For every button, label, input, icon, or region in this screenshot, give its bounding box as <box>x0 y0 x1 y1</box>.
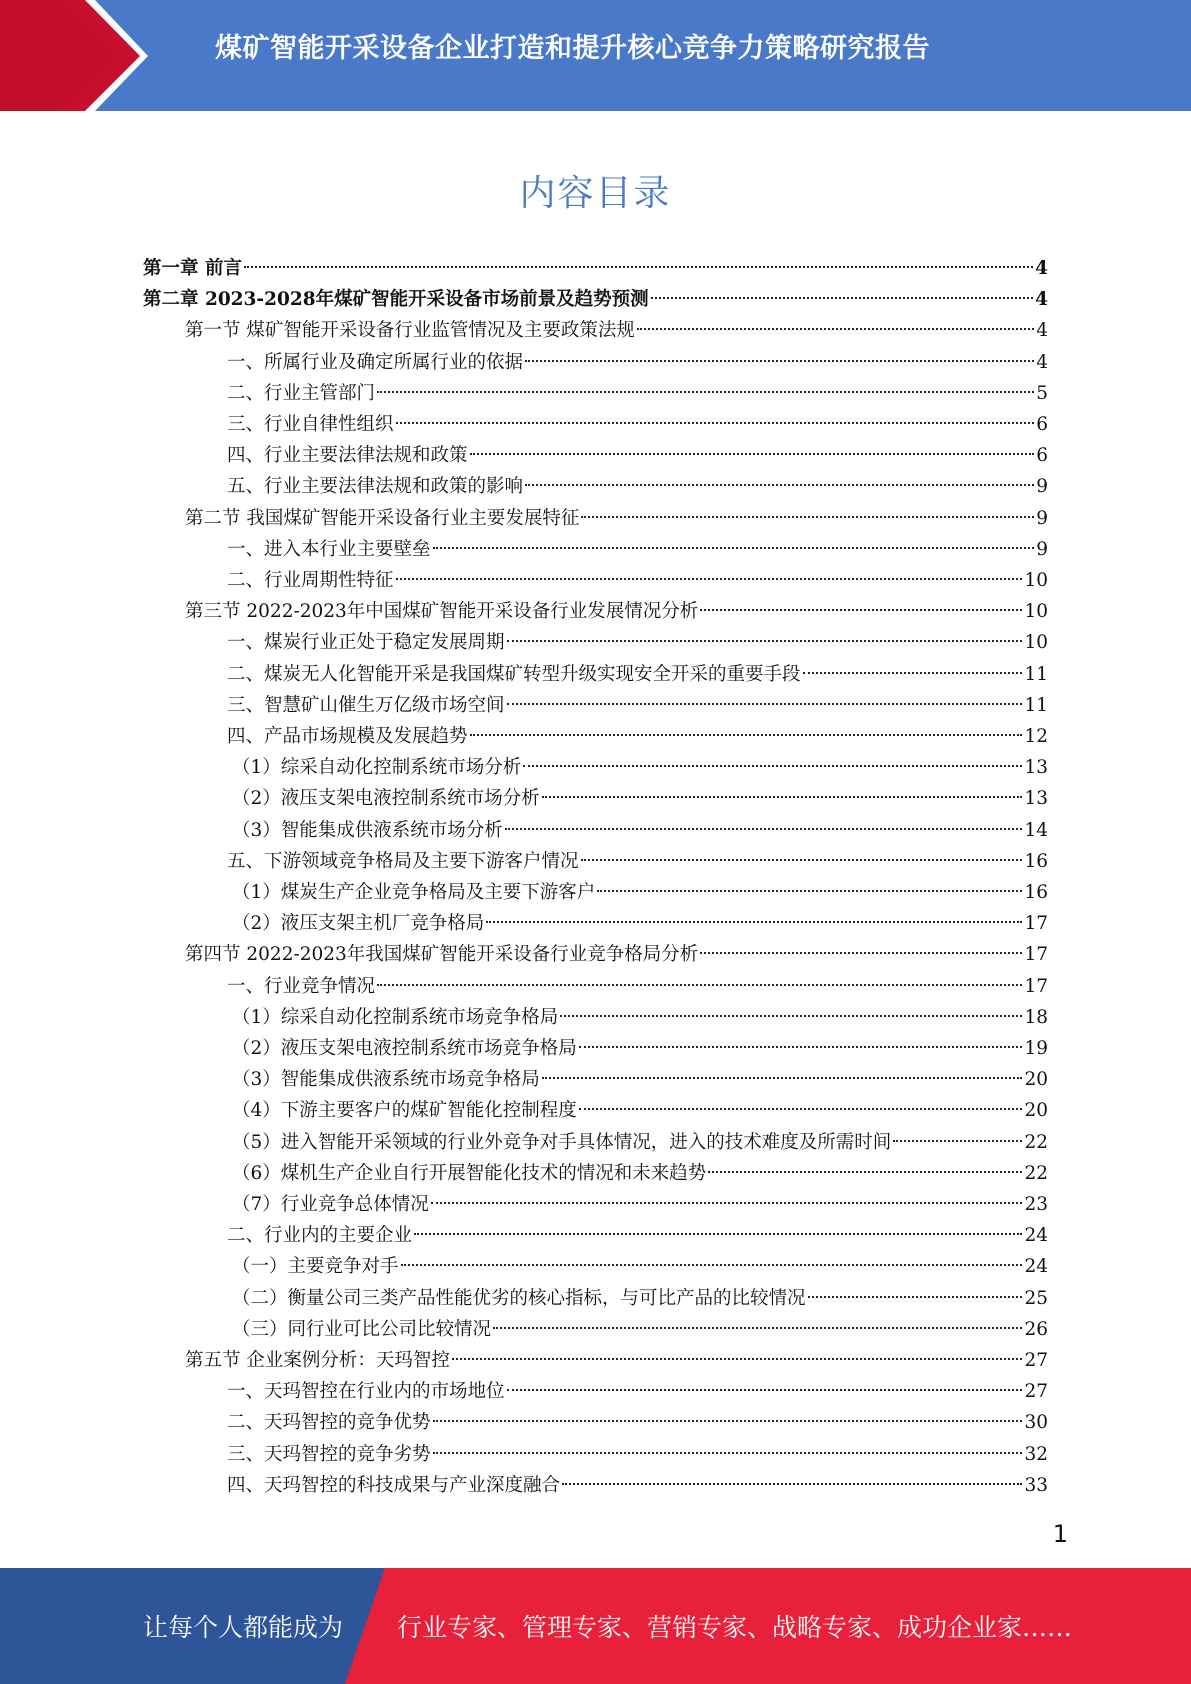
toc-entry[interactable] <box>227 659 1048 690</box>
toc-entry[interactable] <box>185 315 1048 346</box>
toc-entry-title: 二、行业周期性特征 <box>227 570 394 591</box>
toc-leader-dots <box>597 890 1022 892</box>
toc-entry[interactable] <box>185 503 1048 534</box>
toc-entry-page: 9 <box>1036 507 1048 529</box>
toc-leader-dots <box>507 703 1023 705</box>
toc-entry[interactable] <box>232 815 1048 846</box>
toc-entry-page: 25 <box>1024 1287 1048 1309</box>
toc-entry-page: 24 <box>1024 1225 1048 1247</box>
toc-entry-title: （5）进入智能开采领域的行业外竞争对手具体情况，进入的技术难度及所需时间 <box>232 1131 892 1153</box>
toc-entry[interactable] <box>232 1314 1048 1345</box>
toc-entry-title: （1）综采自动化控制系统市场竞争格局 <box>232 1006 559 1028</box>
toc-entry-page: 6 <box>1036 445 1048 467</box>
toc-entry-title: （2）液压支架电液控制系统市场竞争格局 <box>232 1038 577 1059</box>
toc-entry-title: （三）同行业可比公司比较情况 <box>232 1318 492 1340</box>
toc-entry[interactable] <box>232 1095 1048 1126</box>
toc-entry[interactable] <box>232 877 1048 908</box>
toc-leader-dots <box>505 828 1023 830</box>
toc-entry[interactable] <box>232 1127 1048 1158</box>
toc-entry-page: 20 <box>1024 1100 1048 1122</box>
toc-entry-title: 第一节 煤矿智能开采设备行业监管情况及主要政策法规 <box>185 320 635 342</box>
toc-leader-dots <box>579 1046 1023 1048</box>
toc-entry[interactable] <box>227 378 1048 409</box>
toc-entry[interactable] <box>232 1064 1048 1095</box>
toc-entry-title: （6）煤机生产企业自行开展智能化技术的情况和未来趋势 <box>232 1162 707 1184</box>
toc-entry-title: 一、进入本行业主要壁垒 <box>227 538 431 560</box>
toc-leader-dots <box>486 921 1022 923</box>
toc-leader-dots <box>377 391 1034 393</box>
toc-entry[interactable] <box>227 565 1048 596</box>
toc-leader-dots <box>377 984 1022 986</box>
toc-leader-dots <box>507 1389 1023 1391</box>
toc-leader-dots <box>803 672 1023 674</box>
toc-leader-dots <box>433 547 1035 549</box>
toc-entry-title: 一、所属行业及确定所属行业的依据 <box>227 351 524 373</box>
toc-entry[interactable] <box>227 471 1048 502</box>
toc-entry-page: 24 <box>1024 1256 1048 1278</box>
toc-entry-title: 第二节 我国煤矿智能开采设备行业主要发展特征 <box>185 507 580 529</box>
toc-entry-title: 二、煤炭无人化智能开采是我国煤矿转型升级实现安全开采的重要手段 <box>227 663 801 685</box>
toc-entry-page: 4 <box>1035 258 1048 279</box>
toc-entry[interactable] <box>185 596 1048 627</box>
toc-entry-title: 一、天玛智控在行业内的市场地位 <box>227 1381 505 1403</box>
toc-entry-page: 33 <box>1024 1474 1048 1496</box>
toc-leader-dots <box>581 859 1023 861</box>
toc-entry[interactable] <box>143 253 1048 284</box>
toc-entry[interactable] <box>227 846 1048 877</box>
toc-entry[interactable] <box>232 1283 1048 1314</box>
report-title: 煤矿智能开采设备企业打造和提升核心竞争力策略研究报告 <box>215 33 930 64</box>
toc-entry-page: 10 <box>1024 601 1048 623</box>
toc-entry-page: 27 <box>1024 1350 1048 1371</box>
toc-entry[interactable] <box>227 440 1048 471</box>
toc-leader-dots <box>414 1233 1022 1235</box>
toc-leader-dots <box>525 484 1034 486</box>
toc-entry-title: 三、天玛智控的竞争劣势 <box>227 1443 431 1465</box>
toc-entry-page: 19 <box>1024 1038 1048 1059</box>
footer-slogan-right: 行业专家、管理专家、营销专家、战略专家、成功企业家…… <box>397 1613 1073 1642</box>
toc-entry-page: 13 <box>1024 757 1048 779</box>
toc-entry-page: 30 <box>1024 1412 1048 1434</box>
toc-leader-dots <box>452 1358 1023 1360</box>
toc-entry-title: 一、煤炭行业正处于稳定发展周期 <box>227 632 505 654</box>
toc-leader-dots <box>433 1452 1023 1454</box>
toc-entry-title: 二、行业内的主要企业 <box>227 1225 413 1247</box>
toc-entry-page: 22 <box>1024 1131 1048 1153</box>
toc-entry[interactable] <box>227 1470 1048 1501</box>
page-number: 1 <box>1052 1520 1068 1548</box>
toc-entry-page: 12 <box>1024 726 1048 747</box>
toc-entry-page: 16 <box>1024 850 1048 872</box>
toc-leader-dots <box>560 1015 1022 1017</box>
toc-leader-dots <box>637 328 1034 330</box>
toc-entry-title: 五、下游领域竞争格局及主要下游客户情况 <box>227 850 579 872</box>
toc-entry[interactable] <box>227 1439 1048 1470</box>
toc-entry[interactable] <box>232 908 1048 939</box>
toc-entry-title: 二、行业主管部门 <box>227 382 376 404</box>
toc-entry-title: 四、天玛智控的科技成果与产业深度融合 <box>227 1474 561 1496</box>
toc-entry[interactable] <box>227 1376 1048 1407</box>
footer-slogan-left: 让每个人都能成为 <box>143 1613 344 1642</box>
toc-leader-dots <box>808 1296 1023 1298</box>
toc-entry[interactable] <box>232 1002 1048 1033</box>
toc-leader-dots <box>893 1140 1022 1142</box>
toc-entry-title: （二）衡量公司三类产品性能优劣的核心指标，与可比产品的比较情况 <box>232 1287 806 1309</box>
toc-entry-page: 23 <box>1024 1194 1048 1215</box>
toc-entry[interactable] <box>227 409 1048 440</box>
toc-entry-page: 9 <box>1036 538 1048 560</box>
toc-entry-page: 22 <box>1024 1162 1048 1184</box>
toc-entry-page: 14 <box>1024 819 1048 841</box>
toc-entry-title: 第四节 2022-2023年我国煤矿智能开采设备行业竞争格局分析 <box>185 944 699 966</box>
toc-entry[interactable] <box>232 1189 1048 1220</box>
toc-leader-dots <box>562 1483 1022 1485</box>
toc-entry-title: （4）下游主要客户的煤矿智能化控制程度 <box>232 1100 577 1122</box>
toc-entry[interactable] <box>232 1033 1048 1064</box>
toc-leader-dots <box>244 266 1033 268</box>
toc-entry-page: 16 <box>1024 882 1048 903</box>
toc-entry-page: 20 <box>1024 1069 1048 1091</box>
toc-entry-title: 三、行业自律性组织 <box>227 414 394 435</box>
report-header-banner <box>0 0 1191 111</box>
toc-leader-dots <box>431 1202 1023 1204</box>
toc-entry-title: （2）液压支架电液控制系统市场分析 <box>232 788 540 810</box>
toc-entry-title: 第二章 2023-2028年煤矿智能开采设备市场前景及趋势预测 <box>143 289 649 311</box>
toc-entry-title: 三、智慧矿山催生万亿级市场空间 <box>227 694 505 716</box>
toc-entry[interactable] <box>227 971 1048 1002</box>
toc-entry-title: （3）智能集成供液系统市场竞争格局 <box>232 1069 540 1091</box>
toc-entry-page: 10 <box>1024 570 1048 591</box>
toc-entry-page: 6 <box>1036 414 1048 435</box>
toc-entry[interactable] <box>185 1345 1048 1376</box>
toc-entry[interactable] <box>227 627 1048 658</box>
toc-entry-page: 13 <box>1024 788 1048 810</box>
toc-entry-page: 10 <box>1024 632 1048 654</box>
toc-entry-title: （1）综采自动化控制系统市场分析 <box>232 757 522 779</box>
toc-leader-dots <box>523 765 1022 767</box>
toc-entry-page: 26 <box>1024 1318 1048 1340</box>
toc-entry-title: （一）主要竞争对手 <box>232 1256 399 1278</box>
toc-entry-title: （1）煤炭生产企业竞争格局及主要下游客户 <box>232 882 596 903</box>
toc-leader-dots <box>433 1420 1023 1422</box>
toc-entry[interactable] <box>232 783 1048 814</box>
toc-entry[interactable] <box>185 939 1048 970</box>
toc-entry-page: 4 <box>1035 289 1048 311</box>
toc-entry[interactable] <box>232 1251 1048 1282</box>
toc-leader-dots <box>581 516 1034 518</box>
toc-leader-dots <box>579 1108 1023 1110</box>
toc-leader-dots <box>507 640 1023 642</box>
toc-leader-dots <box>470 734 1023 736</box>
toc-leader-dots <box>493 1327 1022 1329</box>
toc-leader-dots <box>396 422 1035 424</box>
toc-entry[interactable] <box>232 752 1048 783</box>
toc-entry[interactable] <box>227 690 1048 721</box>
toc-entry-page: 17 <box>1024 944 1048 966</box>
toc-entry[interactable] <box>227 1220 1048 1251</box>
toc-entry-title: 一、行业竞争情况 <box>227 975 376 997</box>
toc-entry-page: 27 <box>1024 1381 1048 1403</box>
toc-leader-dots <box>708 1171 1022 1173</box>
toc-entry-page: 4 <box>1036 320 1048 342</box>
toc-entry-page: 32 <box>1024 1443 1048 1465</box>
toc-leader-dots <box>651 297 1034 299</box>
toc-leader-dots <box>700 952 1022 954</box>
toc-entry-title: （3）智能集成供液系统市场分析 <box>232 819 503 841</box>
toc-entry-page: 11 <box>1024 663 1048 685</box>
toc-entry[interactable] <box>143 284 1048 315</box>
toc-entry[interactable] <box>227 347 1048 378</box>
toc-entry-page: 4 <box>1036 351 1048 373</box>
toc-leader-dots <box>542 796 1023 798</box>
toc-entry-page: 9 <box>1036 476 1048 498</box>
toc-leader-dots <box>401 1264 1023 1266</box>
toc-leader-dots <box>700 609 1022 611</box>
toc-entry-title: （7）行业竞争总体情况 <box>232 1194 429 1215</box>
toc-leader-dots <box>525 360 1034 362</box>
toc-entry-title: 四、行业主要法律法规和政策 <box>227 445 468 467</box>
toc-entry-page: 18 <box>1024 1006 1048 1028</box>
toc-entry-page: 17 <box>1024 913 1048 935</box>
toc-entry-title: （2）液压支架主机厂竞争格局 <box>232 913 485 935</box>
toc-entry-page: 17 <box>1024 975 1048 997</box>
toc-entry[interactable] <box>232 1158 1048 1189</box>
toc-entry-page: 5 <box>1036 382 1048 404</box>
toc-leader-dots <box>542 1077 1023 1079</box>
toc-entry-title: 四、产品市场规模及发展趋势 <box>227 726 468 747</box>
toc-entry-title: 第一章 前言 <box>143 258 242 279</box>
toc-entry[interactable] <box>227 721 1048 752</box>
toc-entry-title: 二、天玛智控的竞争优势 <box>227 1412 431 1434</box>
toc-entry-title: 五、行业主要法律法规和政策的影响 <box>227 476 524 498</box>
footer-banner <box>0 1568 1191 1684</box>
toc-entry-title: 第五节 企业案例分析：天玛智控 <box>185 1350 450 1371</box>
toc-entry[interactable] <box>227 534 1048 565</box>
toc-heading: 内容目录 <box>519 173 672 214</box>
toc-leader-dots <box>396 578 1023 580</box>
toc-leader-dots <box>470 453 1035 455</box>
toc-entry-title: 第三节 2022-2023年中国煤矿智能开采设备行业发展情况分析 <box>185 601 699 623</box>
toc-entry-page: 11 <box>1024 694 1048 716</box>
toc-entry[interactable] <box>227 1407 1048 1438</box>
